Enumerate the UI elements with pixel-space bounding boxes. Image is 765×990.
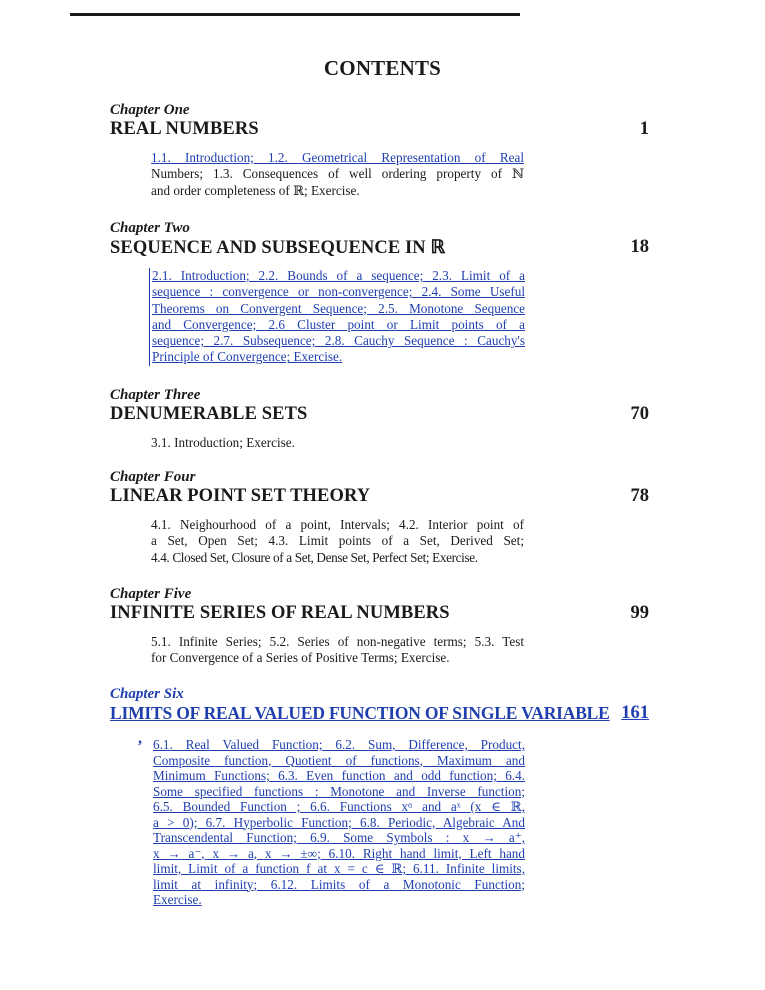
chapter-page-number: 1 [639, 119, 649, 139]
section-line[interactable]: Theorems on Convergent Sequence; 2.5. Monotone Sequence [152, 300, 525, 316]
section-line[interactable]: limit at infinity; 6.12. Limits of a Monotonic Function; [153, 876, 525, 892]
chapter-title[interactable]: SEQUENCE AND SUBSEQUENCE IN ℝ [110, 238, 446, 258]
section-line: and order completeness of ℝ; Exercise. [151, 182, 360, 198]
section-line[interactable]: Exercise. [153, 892, 202, 907]
chapter-sections [151, 517, 524, 566]
section-line: 3.1. Introduction; Exercise. [151, 435, 295, 450]
section-line[interactable]: Minimum Functions; 6.3. Even function and odd function; 6.4. [153, 768, 525, 783]
section-line[interactable]: 2.1. Introduction; 2.2. Bounds of a sequence; 2.3. Limit of a [152, 268, 525, 283]
chapter-sections[interactable] [149, 268, 525, 366]
section-line: 4.1. Neighourhood of a point, Intervals; 4.2. Interior point of [151, 517, 524, 532]
bullet-mark: , [138, 730, 142, 747]
chapter-sections [151, 435, 524, 451]
section-line: 4.4. Closed Set, Closure of a Set, Dense Set, Perfect Set; Exercise. [151, 549, 478, 565]
chapter-label: Chapter Five [110, 586, 192, 602]
section-line: 5.1. Infinite Series; 5.2. Series of non-negative terms; 5.3. Test [151, 634, 524, 649]
chapter-sections[interactable] [153, 737, 525, 908]
section-line: Numbers; 1.3. Consequences of well ordering property of ℕ [151, 166, 524, 182]
section-line[interactable]: x → a⁻, x → a, x → ±∞; 6.10. Right hand limit, Left hand [153, 845, 525, 861]
chapter-page-number: 18 [630, 237, 649, 257]
section-line[interactable]: sequence; 2.7. Subsequence; 2.8. Cauchy Sequence : Cauchy's [152, 333, 525, 349]
section-line[interactable]: limit, Limit of a function f at x = c ∈ ℝ; 6.11. Infinite limits, [153, 861, 525, 876]
section-line[interactable]: Principle of Convergence; Exercise. [152, 349, 343, 365]
chapter-title[interactable]: INFINITE SERIES OF REAL NUMBERS [110, 603, 450, 623]
section-line[interactable]: Transcendental Function; 6.9. Some Symbols : x → a⁺, [153, 830, 525, 845]
section-line[interactable]: Some specified functions : Monotone and Inverse function; [153, 783, 525, 799]
chapter-title[interactable]: DENUMERABLE SETS [110, 404, 308, 424]
chapter-label: Chapter Six [110, 686, 184, 702]
chapter-sections [151, 150, 524, 199]
chapter-label: Chapter Three [110, 387, 201, 403]
chapter-label: Chapter One [110, 102, 190, 118]
section-line: a Set, Open Set; 4.3. Limit points of a Set, Derived Set; [151, 533, 524, 549]
top-rule [70, 13, 520, 16]
section-line[interactable]: 6.5. Bounded Function ; 6.6. Functions xᵅ and aˣ (x ∈ ℝ, [153, 799, 525, 814]
chapter-page-number: 99 [630, 603, 649, 623]
section-line: for Convergence of a Series of Positive Terms; Exercise. [151, 650, 450, 666]
chapter-label: Chapter Four [110, 469, 196, 485]
section-line[interactable]: 1.1. Introduction; 1.2. Geometrical Representation of Real [151, 150, 524, 165]
chapter-title[interactable]: LINEAR POINT SET THEORY [110, 486, 371, 506]
chapter-title[interactable]: REAL NUMBERS [110, 119, 259, 139]
page-title: CONTENTS [323, 56, 442, 80]
section-line[interactable]: 6.1. Real Valued Function; 6.2. Sum, Difference, Product, [153, 737, 525, 752]
section-line[interactable]: sequence : convergence or non-convergence; 2.4. Some Useful [152, 284, 525, 300]
chapter-title[interactable]: LIMITS OF REAL VALUED FUNCTION OF SINGLE VARIABLE [110, 703, 610, 723]
chapter-page-number: 161 [621, 703, 649, 723]
chapter-page-number: 70 [630, 404, 649, 424]
section-line[interactable]: a > 0); 6.7. Hyperbolic Function; 6.8. Periodic, Algebraic And [153, 814, 525, 830]
section-line[interactable]: and Convergence; 2.6 Cluster point or Limit points of a [152, 316, 525, 332]
chapter-label: Chapter Two [110, 220, 190, 236]
section-line[interactable]: Composite function, Quotient of functions, Maximum and [153, 752, 525, 768]
chapter-sections [151, 634, 524, 667]
chapter-page-number: 78 [630, 486, 649, 506]
